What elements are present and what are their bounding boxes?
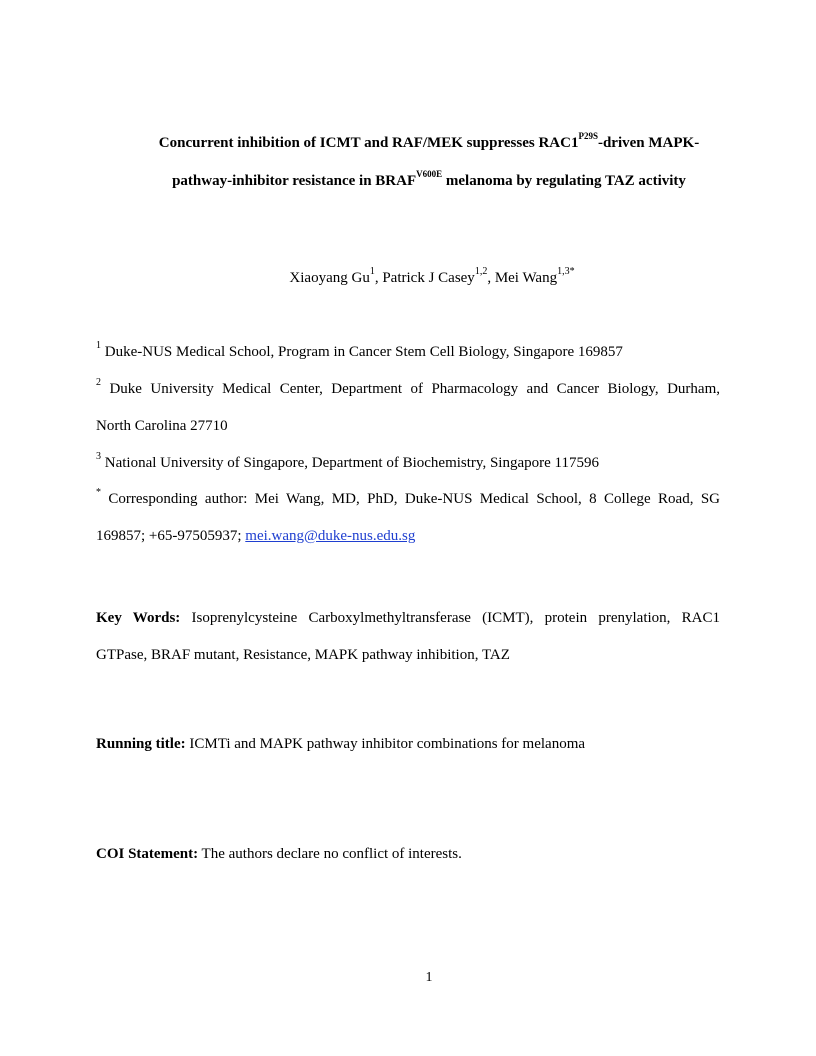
title-text: pathway-inhibitor resistance in BRAF — [172, 173, 417, 189]
affiliation-text: Duke-NUS Medical School, Program in Cancer Stem Cell Biology, Singapore 169857 — [101, 344, 623, 360]
coi-text: The authors declare no conflict of interests. — [198, 846, 462, 862]
corresponding-contact: 169857; +65-97505937; — [96, 528, 246, 544]
affiliation-2-line-2: North Carolina 27710 — [96, 418, 228, 434]
corresponding-author-line-2 — [96, 528, 720, 545]
author-affiliation-mark: 1 — [369, 266, 375, 277]
coi-label: COI Statement: — [96, 846, 199, 862]
paper-title-line-1 — [96, 131, 762, 152]
keywords-label: Key Words: — [96, 610, 181, 626]
affiliation-3 — [96, 451, 720, 472]
title-text: melanoma by regulating TAZ activity — [442, 173, 686, 189]
keywords-line-2: GTPase, BRAF mutant, Resistance, MAPK pathway inhibition, TAZ — [96, 647, 510, 663]
corresponding-mark: * — [96, 487, 101, 498]
author-name: Mei Wang — [494, 270, 558, 286]
affiliation-text: National University of Singapore, Department of Biochemistry, Singapore 117596 — [101, 455, 599, 471]
author-list — [0, 266, 816, 287]
affiliation-mark: 1 — [96, 340, 101, 351]
author-separator: , — [487, 270, 495, 286]
author-name: Patrick J Casey — [382, 270, 475, 286]
keywords-line-1 — [96, 610, 720, 627]
corresponding-text: Corresponding author: Mei Wang, MD, PhD, Duke-NUS Medical School, 8 College Road, SG — [101, 491, 720, 507]
page-number: 1 — [425, 970, 433, 985]
affiliation-mark: 2 — [96, 377, 101, 388]
title-text: Concurrent inhibition of ICMT and RAF/MEK suppresses RAC1 — [158, 135, 579, 151]
title-text: -driven MAPK- — [597, 135, 700, 151]
corresponding-author-line-1 — [96, 487, 720, 508]
affiliation-text: Duke University Medical Center, Department of Pharmacology and Cancer Biology, Durham, — [101, 381, 720, 397]
running-title — [96, 736, 720, 753]
author-affiliation-mark: 1,2 — [474, 266, 488, 277]
author-affiliation-mark: 1,3* — [557, 266, 575, 277]
paper-title-line-2 — [96, 169, 762, 190]
keywords-text: Isoprenylcysteine Carboxylmethyltransferase (ICMT), protein prenylation, RAC1 — [180, 610, 720, 626]
title-superscript: P29S — [578, 131, 598, 141]
running-title-text: ICMTi and MAPK pathway inhibitor combinations for melanoma — [185, 736, 586, 752]
affiliation-1 — [96, 340, 720, 361]
title-superscript: V600E — [416, 169, 443, 179]
coi-statement — [96, 846, 720, 863]
running-title-label: Running title: — [96, 736, 186, 752]
affiliation-mark: 3 — [96, 451, 101, 462]
author-name: Xiaoyang Gu — [289, 270, 370, 286]
affiliation-2-line-1 — [96, 377, 720, 398]
author-separator: , — [374, 270, 383, 286]
email-link[interactable]: mei.wang@duke-nus.edu.sg — [245, 528, 416, 544]
